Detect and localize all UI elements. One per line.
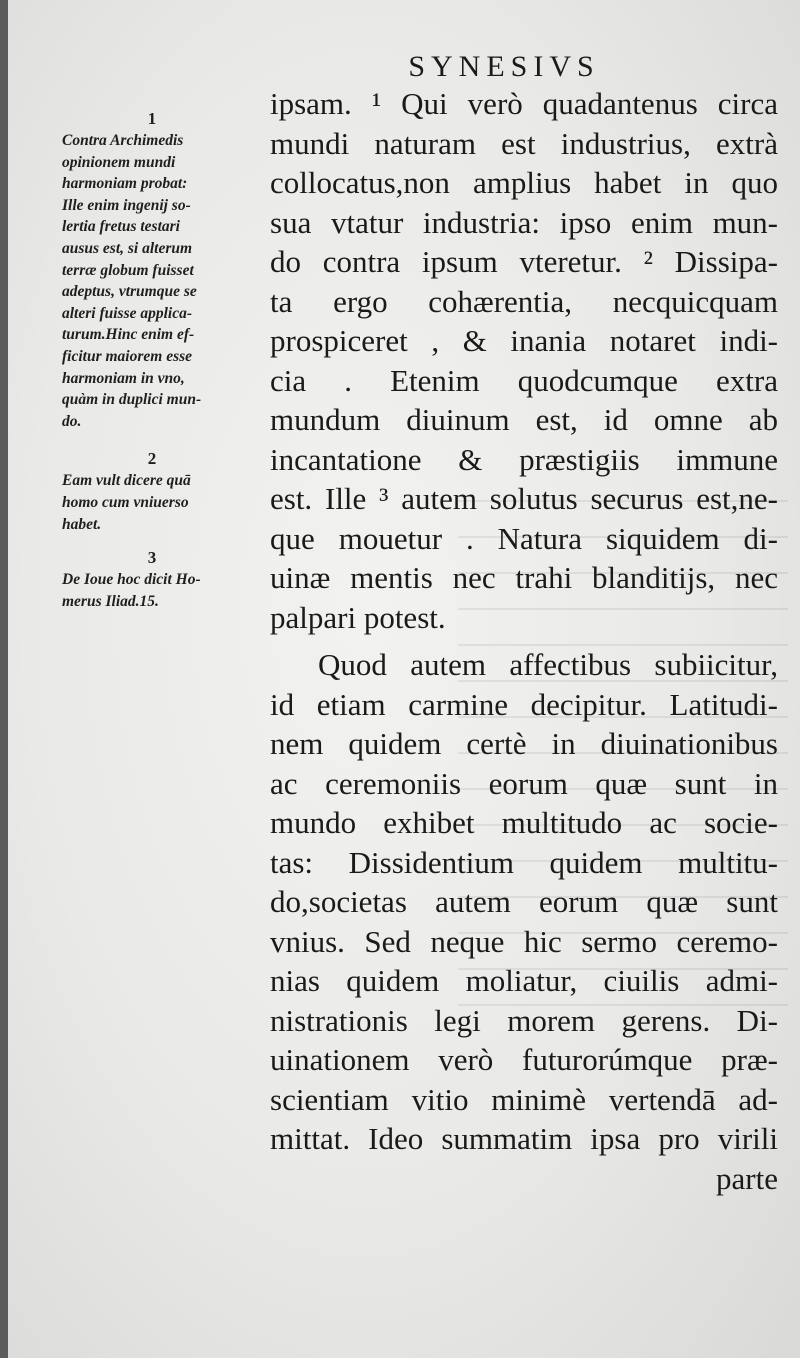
note-line: do. (62, 412, 82, 430)
text-line: vnius. Sed neque hic sermo ceremo- (270, 923, 778, 959)
note-line: De Ioue hoc dicit Ho- (62, 571, 201, 589)
text-line: prospiceret , & inania notaret indi- (270, 323, 778, 358)
text-line: ipsam. ¹ Qui verò quadantenus circa (270, 86, 778, 121)
book-page (8, 0, 800, 1358)
text-line: sua vtatur industria: ipso enim mun- (270, 204, 778, 240)
text-line: ac ceremoniis eorum quæ sunt in (270, 765, 778, 801)
text-line: incantatione & præstigiis immune (270, 441, 778, 477)
note-line: opinionem mundi (62, 153, 176, 171)
note-line: Contra Archimedis (62, 132, 184, 149)
text-line: scientiam vitio minimè vertendā ad- (270, 1081, 778, 1117)
marginal-note-3 (62, 547, 267, 612)
note-line: turum.Hinc enim ef- (62, 326, 195, 344)
text-line: nistrationis legi morem gerens. Di- (270, 1002, 778, 1038)
text-line: mundi naturam est industrius, extrà (270, 125, 778, 161)
text-line: nias quidem moliatur, ciuilis admi- (270, 963, 778, 998)
note-line: harmoniam in vno, (62, 369, 185, 387)
text-line: mittat. Ideo summatim ipsa pro virili (270, 1121, 778, 1156)
note-line: alteri fuisse applica- (62, 304, 193, 322)
text-line: collocatus,non amplius habet in quo (270, 165, 778, 200)
note-line: Eam vult dicere quā (62, 472, 191, 490)
note-number: 2 (147, 449, 157, 469)
marginal-note-2 (62, 448, 267, 535)
text-line: est. Ille ³ autem solutus securus est,ne- (270, 481, 778, 516)
note-line: ausus est, si alterum (62, 239, 193, 257)
note-number: 1 (147, 109, 157, 128)
note-line: merus Iliad.15. (62, 592, 159, 610)
text-line: cia . Etenim quodcumque extra (270, 362, 778, 398)
marginal-note-1 (62, 108, 267, 432)
text-line: uinæ mentis nec trahi blanditijs, nec (270, 560, 778, 595)
note-number: 3 (147, 548, 157, 568)
main-text (270, 84, 778, 1198)
text-line: uinationem verò futurorúmque præ- (270, 1042, 778, 1077)
note-line: adeptus, vtrumque se (62, 283, 197, 301)
text-line: ta ergo cohærentia, necquicquam (270, 283, 778, 319)
text-line: mundum diuinum est, id omne ab (270, 402, 778, 437)
marginal-notes (62, 108, 267, 612)
note-line: ficitur maiorem esse (62, 347, 193, 365)
text-line: mundo exhibet multitudo ac socie- (270, 805, 778, 840)
note-line: homo cum vniuerso (62, 493, 189, 511)
note-line: Ille enim ingenij so- (62, 196, 191, 214)
text-line: palpari potest. (270, 599, 446, 635)
note-line: harmoniam probat: (62, 175, 188, 193)
text-line: tas: Dissidentium quidem multitu- (270, 844, 778, 880)
catchword: parte (716, 1160, 778, 1196)
text-line: nem quidem certè in diuinationibus (270, 726, 778, 761)
note-line: habet. (62, 515, 102, 533)
note-line: quàm in duplici mun- (62, 391, 202, 409)
note-line: lertia fretus testari (62, 218, 180, 236)
text-line: que mouetur . Natura siquidem di- (270, 520, 778, 556)
running-title: SYNESIVS (408, 50, 600, 83)
note-line: terræ globum fuisset (62, 261, 194, 279)
text-line: id etiam carmine decipitur. Latitudi- (270, 686, 778, 722)
text-line: Quod autem affectibus subiicitur, (318, 647, 778, 682)
text-line: do contra ipsum vteretur. ² Dissipa- (270, 244, 778, 279)
text-line: do,societas autem eorum quæ sunt (270, 884, 778, 919)
